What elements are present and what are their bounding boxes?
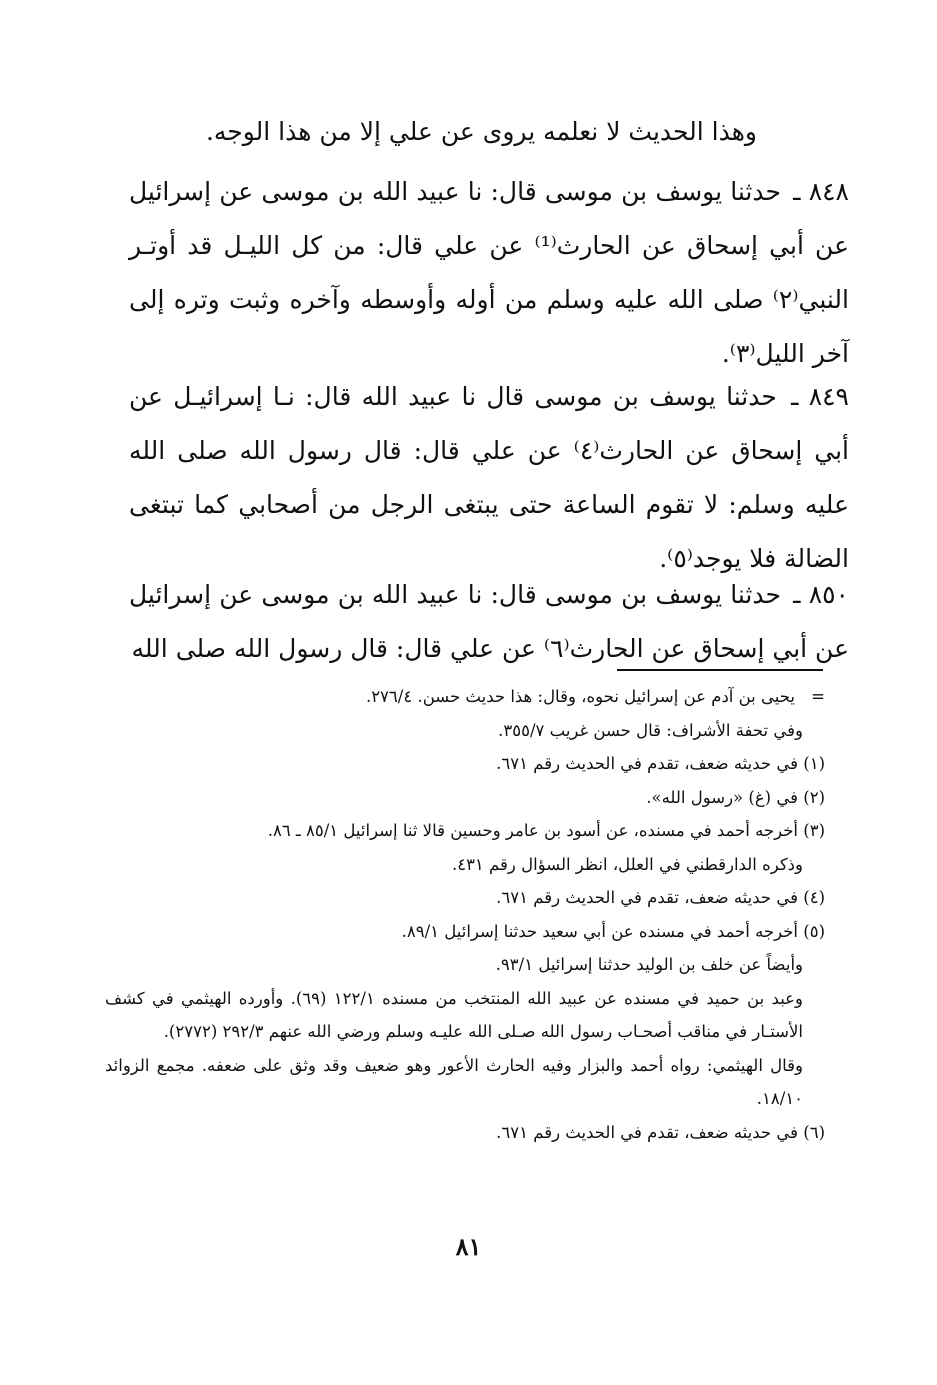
footnote-5-continuation: وعبد بن حميد في مسنده عن عبيد الله المنتخب من مسنده ١٢٢/١ (٦٩). وأورده الهيثمي في كشف الأستـار في مناقب أصحـاب رسول الله صـلى الله عليـه وسلم ورضي الله عنهم ٢٩٢/٣ (٢٧٧٢). bbox=[105, 988, 803, 1041]
page-number: ٨١ bbox=[455, 1232, 482, 1261]
footnote-2: (٢) في (غ) «رسول الله». bbox=[646, 787, 825, 807]
hadith-849 bbox=[129, 370, 849, 586]
footnote-4: (٤) في حديثه ضعف، تقدم في الحديث رقم ٦٧١. bbox=[496, 888, 825, 907]
hadith-text: حدثنا يوسف بن موسى قال: نا عبيد الله بن موسى عن إسرائيل عن أبي إسحاق عن الحارث⁽٦⁾ عن علي قال: قال رسول الله صلى الله bbox=[129, 580, 849, 663]
hadith-number: ٨٥٠ ـ bbox=[793, 580, 849, 609]
intro-paragraph: وهذا الحديث لا نعلمه يروى عن علي إلا من هذا الوجه. bbox=[205, 117, 757, 146]
hadith-text: حدثنا يوسف بن موسى قال نا عبيد الله قال: نـا إسرائيـل عن أبي إسحاق عن الحارث⁽٤⁾ عن علي قال: قال رسول الله صلى الله عليه وسلم: لا تقوم الساعة حتى يبتغى الرجل من أصحابي كما تبتغى الضالة فلا يوجد⁽٥⁾. bbox=[129, 382, 850, 573]
hadith-848 bbox=[129, 165, 849, 381]
footnote-line: وفي تحفة الأشراف: قال حسن غريب ٣٥٥/٧. bbox=[498, 720, 803, 740]
hadith-number: ٨٤٨ ـ bbox=[793, 177, 849, 206]
footnotes-section bbox=[105, 680, 825, 1149]
hadith-850 bbox=[129, 568, 849, 676]
footnote-3: (٣) أخرجه أحمد في مسنده، عن أسود بن عامر وحسين قالا ثنا إسرائيل ٨٥/١ ـ ٨٦. bbox=[267, 821, 825, 840]
footnote-6: (٦) في حديثه ضعف، تقدم في الحديث رقم ٦٧١. bbox=[496, 1122, 825, 1142]
footnote-5-continuation: وقال الهيثمي: رواه أحمد والبزار وفيه الحارث الأعور وهو ضعيف وقد وثق على ضعفه. مجمع الزوائد ١٨/١٠. bbox=[105, 1055, 803, 1108]
footnote-5-continuation: وأيضاً عن خلف بن الوليد حدثنا إسرائيل ٩٣/١. bbox=[495, 955, 803, 974]
footnote-separator bbox=[617, 669, 823, 671]
footnote-3-continuation: وذكره الدارقطني في العلل، انظر السؤال رقم ٤٣١. bbox=[451, 854, 803, 874]
footnote-text: يحيى بن آدم عن إسرائيل نحوه، وقال: هذا حديث حسن. ٢٧٦/٤. bbox=[365, 687, 795, 706]
footnote-1: (١) في حديثه ضعف، تقدم في الحديث رقم ٦٧١. bbox=[496, 754, 825, 773]
hadith-number: ٨٤٩ ـ bbox=[791, 382, 849, 411]
footnote-5: (٥) أخرجه أحمد في مسنده عن أبي سعيد حدثنا إسرائيل ٨٩/١. bbox=[401, 921, 825, 941]
hadith-text: حدثنا يوسف بن موسى قال: نا عبيد الله بن موسى عن إسرائيل عن أبي إسحاق عن الحارث⁽¹⁾ عن علي قال: من كل الليـل قد أوتـر النبي⁽٢⁾ صلى الله عليه وسلم من أوله وأوسطه وآخره وثبت وتره إلى آخر الليل⁽٣⁾. bbox=[129, 177, 849, 368]
continuation-mark: = bbox=[811, 687, 825, 706]
footnote-continuation-line bbox=[105, 680, 825, 714]
